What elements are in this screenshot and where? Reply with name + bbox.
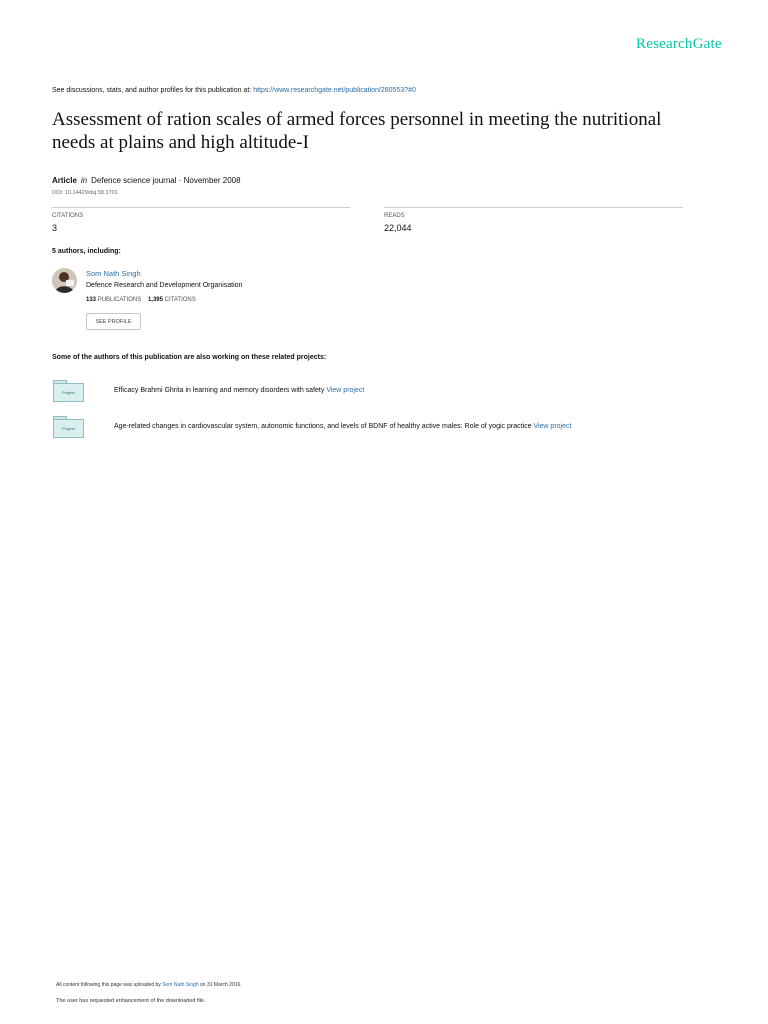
avatar[interactable] xyxy=(52,268,77,293)
publication-link[interactable]: https://www.researchgate.net/publication/280553?#0 xyxy=(253,87,416,94)
doi: DOI: 10.14429/dsj.58.1701 xyxy=(52,190,118,196)
project-title: Age-related changes in cardiovascular system, autonomic functions, and levels of BDNF of healthy active males: Role of yogic practice xyxy=(114,423,532,430)
author-publications-label: PUBLICATIONS xyxy=(97,297,142,303)
enhancement-notice: The user has requested enhancement of the downloaded file. xyxy=(56,998,206,1004)
researchgate-logo[interactable]: ResearchGate xyxy=(636,36,722,52)
author-publications-count: 133 xyxy=(86,297,97,303)
project-folder-icon xyxy=(53,416,83,438)
upload-notice xyxy=(56,982,242,988)
citations-value: 3 xyxy=(52,223,58,233)
see-discussions-text: See discussions, stats, and author profiles for this publication at: xyxy=(52,87,252,94)
citations-label: CITATIONS xyxy=(52,213,84,219)
reads-label: READS xyxy=(384,213,405,219)
project-item xyxy=(114,387,364,394)
authors-heading: 5 authors, including: xyxy=(52,248,121,255)
author-name[interactable]: Som Nath Singh xyxy=(86,269,141,278)
author-citations-label: CITATIONS xyxy=(164,297,196,303)
author-stats xyxy=(86,297,196,303)
view-project-link[interactable]: View project xyxy=(326,387,365,394)
upload-suffix: on 31 March 2016. xyxy=(200,982,242,988)
project-icon-label: Project xyxy=(53,419,84,438)
see-profile-button[interactable]: SEE PROFILE xyxy=(86,313,141,330)
uploader-link[interactable]: Som Nath Singh xyxy=(162,982,199,988)
project-title: Efficacy Brahmi Ghrita in learning and memory disorders with safety xyxy=(114,387,325,394)
project-icon-label: Project xyxy=(53,383,84,402)
author-citations-count: 1,395 xyxy=(147,297,163,303)
paper-title: Assessment of ration scales of armed forces personnel in meeting the nutritional needs at plains and high altitude-I xyxy=(52,109,662,153)
upload-prefix: All content following this page was uploaded by xyxy=(56,982,161,988)
in-word: in xyxy=(80,176,88,185)
project-folder-icon xyxy=(53,380,83,402)
author-org: Defence Research and Development Organisation xyxy=(86,282,243,289)
view-project-link[interactable]: View project xyxy=(533,423,572,430)
reads-value: 22,044 xyxy=(384,223,412,233)
see-discussions-line xyxy=(52,87,416,94)
projects-heading: Some of the authors of this publication are also working on these related projects: xyxy=(52,354,327,361)
project-item xyxy=(114,423,571,430)
citations-divider xyxy=(52,207,350,208)
avatar-photo-icon xyxy=(52,268,77,293)
journal-date: Defence science journal · November 2008 xyxy=(91,176,241,185)
paper-meta xyxy=(52,176,241,185)
article-type: Article xyxy=(52,176,77,185)
reads-divider xyxy=(384,207,683,208)
